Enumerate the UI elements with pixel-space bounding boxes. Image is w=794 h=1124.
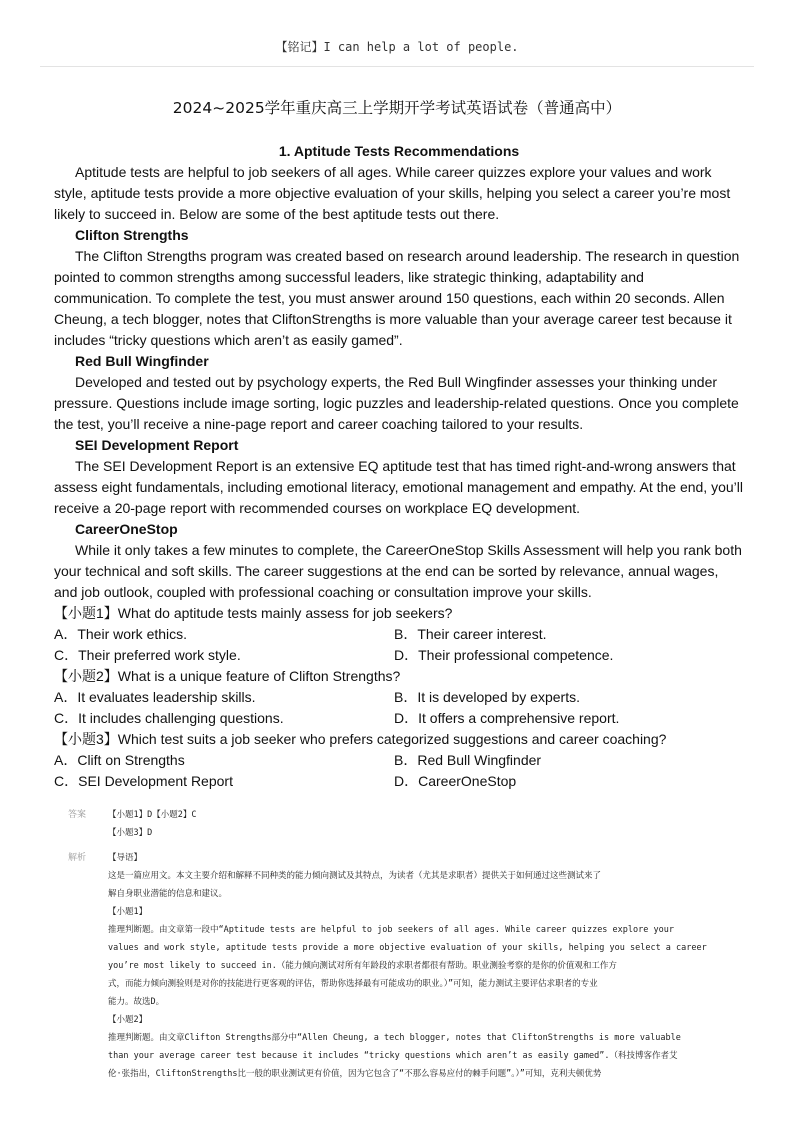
passage-title: 1. Aptitude Tests Recommendations	[278, 143, 520, 159]
question-stem-1: 【小题1】What do aptitude tests mainly assess for job seekers?	[54, 605, 453, 621]
passage	[54, 141, 744, 792]
section-text-wingfinder: Developed and tested out by psychology experts, the Red Bull Wingfinder assesses your thinking under pressure. Questions include image sorting, logic puzzles and leadership-related questions. Once you complete the test, you’ll receive a nine-page report and career coaching tailored to your results.	[54, 374, 739, 432]
analysis-line: 推理判断题。由文章第一段中“Aptitude tests are helpful to job seekers of all ages. While career quizzes explore your	[108, 925, 674, 935]
option-2-a: A．It evaluates leadership skills.	[54, 689, 256, 705]
option-1-a: A．Their work ethics.	[54, 626, 188, 642]
option-2-d: D．It offers a comprehensive report.	[394, 710, 620, 726]
section-text-careeronestop: While it only takes a few minutes to complete, the CareerOneStop Skills Assessment will help you rank both your technical and soft skills. The career suggestions at the end can be sorted by relevance, annual wages, and job outlook, coupled with professional coaching or consultation improve your skills.	[54, 542, 742, 600]
analysis-line: 解自身职业潜能的信息和建议。	[108, 889, 228, 899]
option-3-b: B．Red Bull Wingfinder	[394, 752, 542, 768]
section-text-sei: The SEI Development Report is an extensive EQ aptitude test that has timed right-and-wrong answers that assess eight fundamentals, including emotional literacy, emotional management and empathy. At the end, you’ll receive a 20-page report with recommended courses on workplace EQ development.	[54, 458, 743, 516]
exam-title: 2024~2025学年重庆高三上学期开学考试英语试卷（普通高中）	[172, 99, 622, 117]
option-3-a: A．Clift on Strengths	[54, 752, 185, 768]
analysis-line: 推理判断题。由文章Clifton Strengths部分中“Allen Cheung, a tech blogger, notes that CliftonStrengths is more valuable	[108, 1033, 681, 1043]
question-options-3	[54, 750, 744, 792]
answer-line: 【小题1】D【小题2】C	[108, 810, 197, 820]
option-2-c: C．It includes challenging questions.	[54, 710, 284, 726]
motto-header: 【铭记】I can help a lot of people.	[275, 40, 519, 54]
header-divider	[40, 66, 754, 67]
analysis-line: 【小题1】	[108, 907, 148, 917]
question-stem-3: 【小题3】Which test suits a job seeker who prefers categorized suggestions and career coaching?	[54, 731, 667, 747]
analysis-line: 这是一篇应用文。本文主要介绍和解释不同种类的能力倾向测试及其特点，为读者（尤其是求职者）提供关于如何通过这些测试来了	[108, 871, 602, 881]
answer-block	[68, 806, 728, 842]
passage-intro: Aptitude tests are helpful to job seekers of all ages. While career quizzes explore your values and work style, aptitude tests provide a more objective evaluation of your skills, helping you select a career you’re most likely to succeed in. Below are some of the best aptitude tests out there.	[54, 164, 731, 222]
answer-label: 答案	[68, 810, 87, 820]
option-2-b: B．It is developed by experts.	[394, 689, 580, 705]
analysis-block	[68, 849, 728, 1083]
question-options-2	[54, 687, 744, 729]
analysis-line: values and work style, aptitude tests provide a more objective evaluation of your skills, helping you select a career	[108, 943, 707, 953]
question-stem-2: 【小题2】What is a unique feature of Clifton Strengths?	[54, 668, 401, 684]
analysis-line: 式，而能力倾向测验则是对你的技能进行更客观的评估，帮助你选择最有可能成功的职业。）”可知，能力测试主要评估求职者的专业	[108, 979, 598, 989]
section-heading-careeronestop: CareerOneStop	[75, 521, 178, 537]
option-1-c: C．Their preferred work style.	[54, 647, 241, 663]
option-3-d: D．CareerOneStop	[394, 773, 517, 789]
analysis-line: than your average career test because it includes “tricky questions which aren’t as easily gamed”.（科技博客作者艾	[108, 1051, 678, 1061]
analysis-line: 能力。故选D。	[108, 997, 165, 1007]
analysis-body	[108, 849, 728, 1083]
section-heading-clifton: Clifton Strengths	[75, 227, 189, 243]
section-text-clifton: The Clifton Strengths program was created based on research around leadership. The research in question pointed to common strengths among successful leaders, like strategic thinking, adaptability and communication. To complete the test, you must answer around 150 questions, each within 20 seconds. Allen Cheung, a tech blogger, notes that CliftonStrengths is more valuable than your average career test because it includes “tricky questions which aren’t as easily gamed”.	[54, 248, 740, 348]
option-3-c: C．SEI Development Report	[54, 773, 233, 789]
answer-body	[108, 806, 728, 842]
analysis-line: 【导语】	[108, 853, 143, 863]
analysis-line: 伦·张指出，CliftonStrengths比一般的职业测试更有价值，因为它包含了“不那么容易应付的棘手问题”。）”可知，克利夫顿优势	[108, 1069, 602, 1079]
option-1-d: D．Their professional competence.	[394, 647, 614, 663]
section-heading-wingfinder: Red Bull Wingfinder	[75, 353, 209, 369]
analysis-label: 解析	[68, 853, 87, 863]
analysis-line: 【小题2】	[108, 1015, 148, 1025]
answer-line: 【小题3】D	[108, 828, 153, 838]
section-heading-sei: SEI Development Report	[75, 437, 239, 453]
question-options-1	[54, 624, 744, 666]
analysis-line: you’re most likely to succeed in.（能力倾向测试对所有年龄段的求职者都很有帮助。职业测验考察的是你的价值观和工作方	[108, 961, 617, 971]
option-1-b: B．Their career interest.	[394, 626, 547, 642]
